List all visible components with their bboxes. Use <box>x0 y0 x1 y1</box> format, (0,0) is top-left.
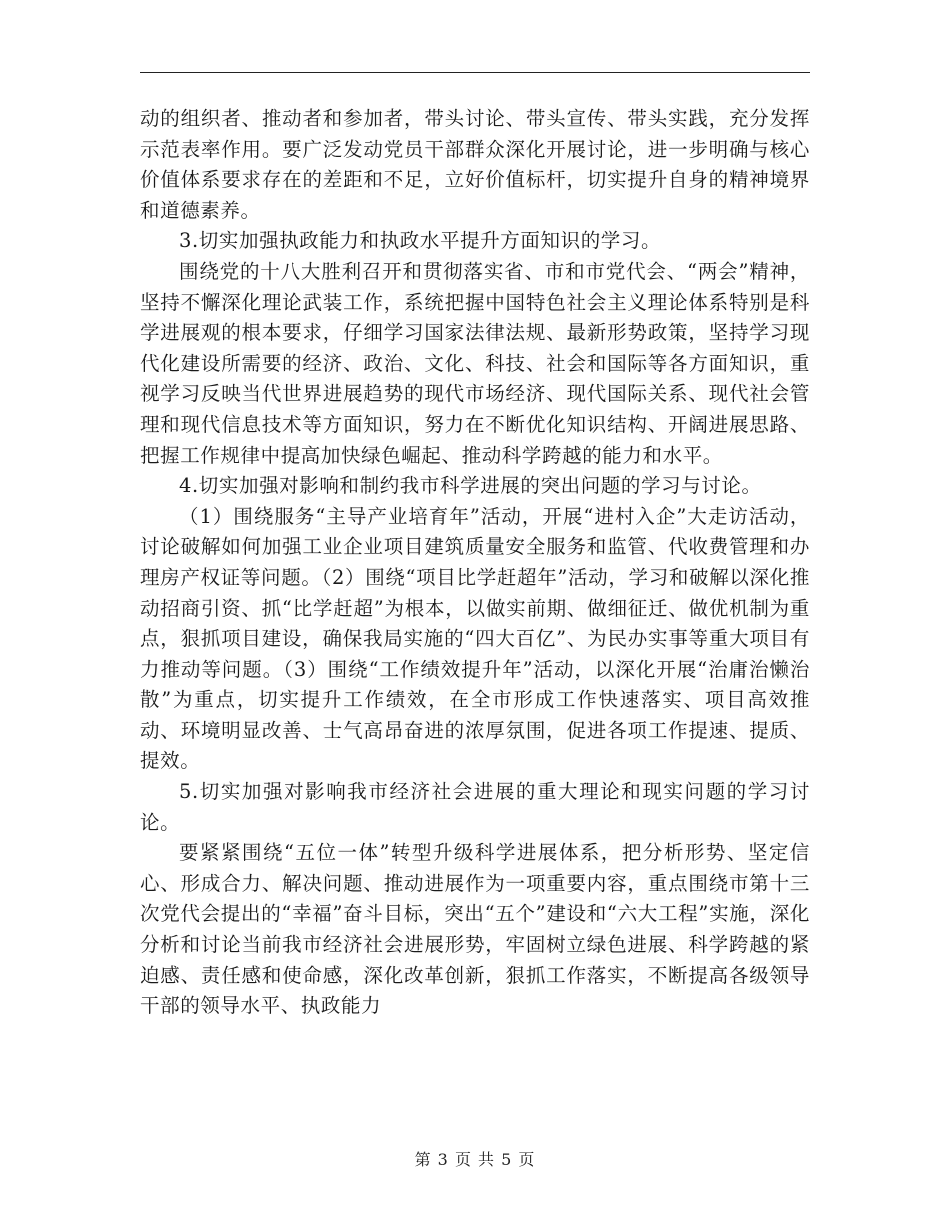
heading-item-5: 5.切实加强对影响我市经济社会进展的重大理论和现实问题的学习讨论。 <box>140 780 810 834</box>
body-text <box>140 104 810 1022</box>
heading-item-4: 4.切实加强对影响和制约我市科学进展的突出问题的学习与讨论。 <box>179 474 762 498</box>
paragraph: （1）围绕服务“主导产业培育年”活动，开展“进村入企”大走访活动，讨论破解如何加强工业企业项目建筑质量安全服务和监管、代收费管理和办理房产权证等问题。（2）围绕“项目比学赶超年”活动，学习和破解以深化推动招商引资、抓“比学赶超”为根本，以做实前期、做细征迁、做优机制为重点，狠抓项目建设，确保我局实施的“四大百亿”、为民办实事等重大项目有力推动等问题。（3）围绕“工作绩效提升年”活动，以深化开展“治庸治懒治散”为重点，切实提升工作绩效，在全市形成工作快速落实、项目高效推动、环境明显改善、士气高昂奋进的浓厚氛围，促进各项工作提速、提质、提效。 <box>140 504 810 773</box>
heading-item-3: 3.切实加强执政能力和执政水平提升方面知识的学习。 <box>179 229 662 253</box>
paragraph: 动的组织者、推动者和参加者，带头讨论、带头宣传、带头实践，充分发挥示范表率作用。要广泛发动党员干部群众深化开展讨论，进一步明确与核心价值体系要求存在的差距和不足，立好价值标杆，切实提升自身的精神境界和道德素养。 <box>140 107 810 222</box>
header-rule <box>140 72 810 73</box>
page-number-footer: 第 3 页 共 5 页 <box>414 1150 536 1169</box>
paragraph: 要紧紧围绕“五位一体”转型升级科学进展体系，把分析形势、坚定信心、形成合力、解决问题、推动进展作为一项重要内容，重点围绕市第十三次党代会提出的“幸福”奋斗目标，突出“五个”建设和“六大工程”实施，深化分析和讨论当前我市经济社会进展形势，牢固树立绿色进展、科学跨越的紧迫感、责任感和使命感，深化改革创新，狠抓工作落实，不断提高各级领导干部的领导水平、执政能力 <box>140 841 810 1018</box>
paragraph: 围绕党的十八大胜利召开和贯彻落实省、市和市党代会、“两会”精神，坚持不懈深化理论武装工作，系统把握中国特色社会主义理论体系特别是科学进展观的根本要求，仔细学习国家法律法规、最新形势政策，坚持学习现代化建设所需要的经济、政治、文化、科技、社会和国际等各方面知识，重视学习反映当代世界进展趋势的现代市场经济、现代国际关系、现代社会管理和现代信息技术等方面知识，努力在不断优化知识结构、开阔进展思路、把握工作规律中提高加快绿色崛起、推动科学跨越的能力和水平。 <box>140 259 810 467</box>
